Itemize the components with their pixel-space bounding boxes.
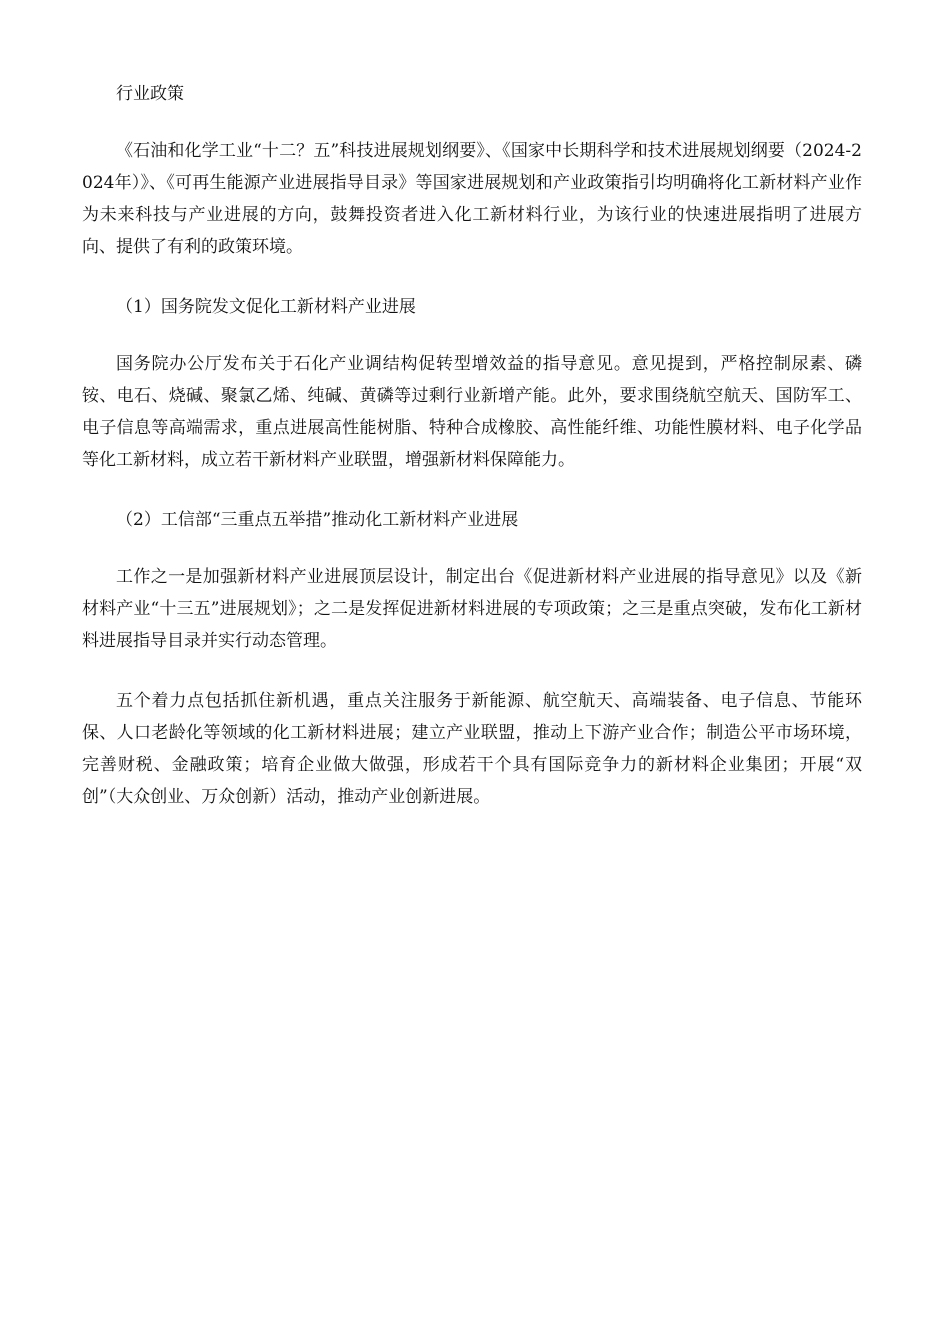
- intro-paragraph: 《石油和化学工业“十二？五”科技进展规划纲要》、《国家中长期科学和技术进展规划纲要（2024-2024年）》、《可再生能源产业进展指导目录》等国家进展规划和产业政策指引均明确将化工新材料产业作为未来科技与产业进展的方向，鼓舞投资者进入化工新材料行业，为该行业的快速进展指明了进展方向、提供了有利的政策环境。: [82, 141, 862, 257]
- subsection-2-title: （2）工信部“三重点五举措”推动化工新材料产业进展: [116, 510, 519, 530]
- subsection-1-title: （1）国务院发文促化工新材料产业进展: [116, 297, 416, 317]
- subsection-1-paragraph: 国务院办公厅发布关于石化产业调结构促转型增效益的指导意见。意见提到，严格控制尿素、磷铵、电石、烧碱、聚氯乙烯、纯碱、黄磷等过剩行业新增产能。此外，要求围绕航空航天、国防军工、电子信息等高端需求，重点进展高性能树脂、特种合成橡胶、高性能纤维、功能性膜材料、电子化学品等化工新材料，成立若干新材料产业联盟，增强新材料保障能力。: [82, 354, 862, 470]
- subsection-2-paragraph-1: 工作之一是加强新材料产业进展顶层设计，制定出台《促进新材料产业进展的指导意见》以及《新材料产业“十三五”进展规划》；之二是发挥促进新材料进展的专项政策；之三是重点突破，发布化工新材料进展指导目录并实行动态管理。: [82, 567, 862, 651]
- section-title: 行业政策: [116, 84, 184, 104]
- subsection-2-paragraph-2: 五个着力点包括抓住新机遇，重点关注服务于新能源、航空航天、高端装备、电子信息、节能环保、人口老龄化等领域的化工新材料进展；建立产业联盟，推动上下游产业合作；制造公平市场环境，完善财税、金融政策；培育企业做大做强，形成若干个具有国际竞争力的新材料企业集团；开展“双创”（大众创业、万众创新）活动，推动产业创新进展。: [82, 691, 862, 807]
- document-body: [82, 78, 862, 841]
